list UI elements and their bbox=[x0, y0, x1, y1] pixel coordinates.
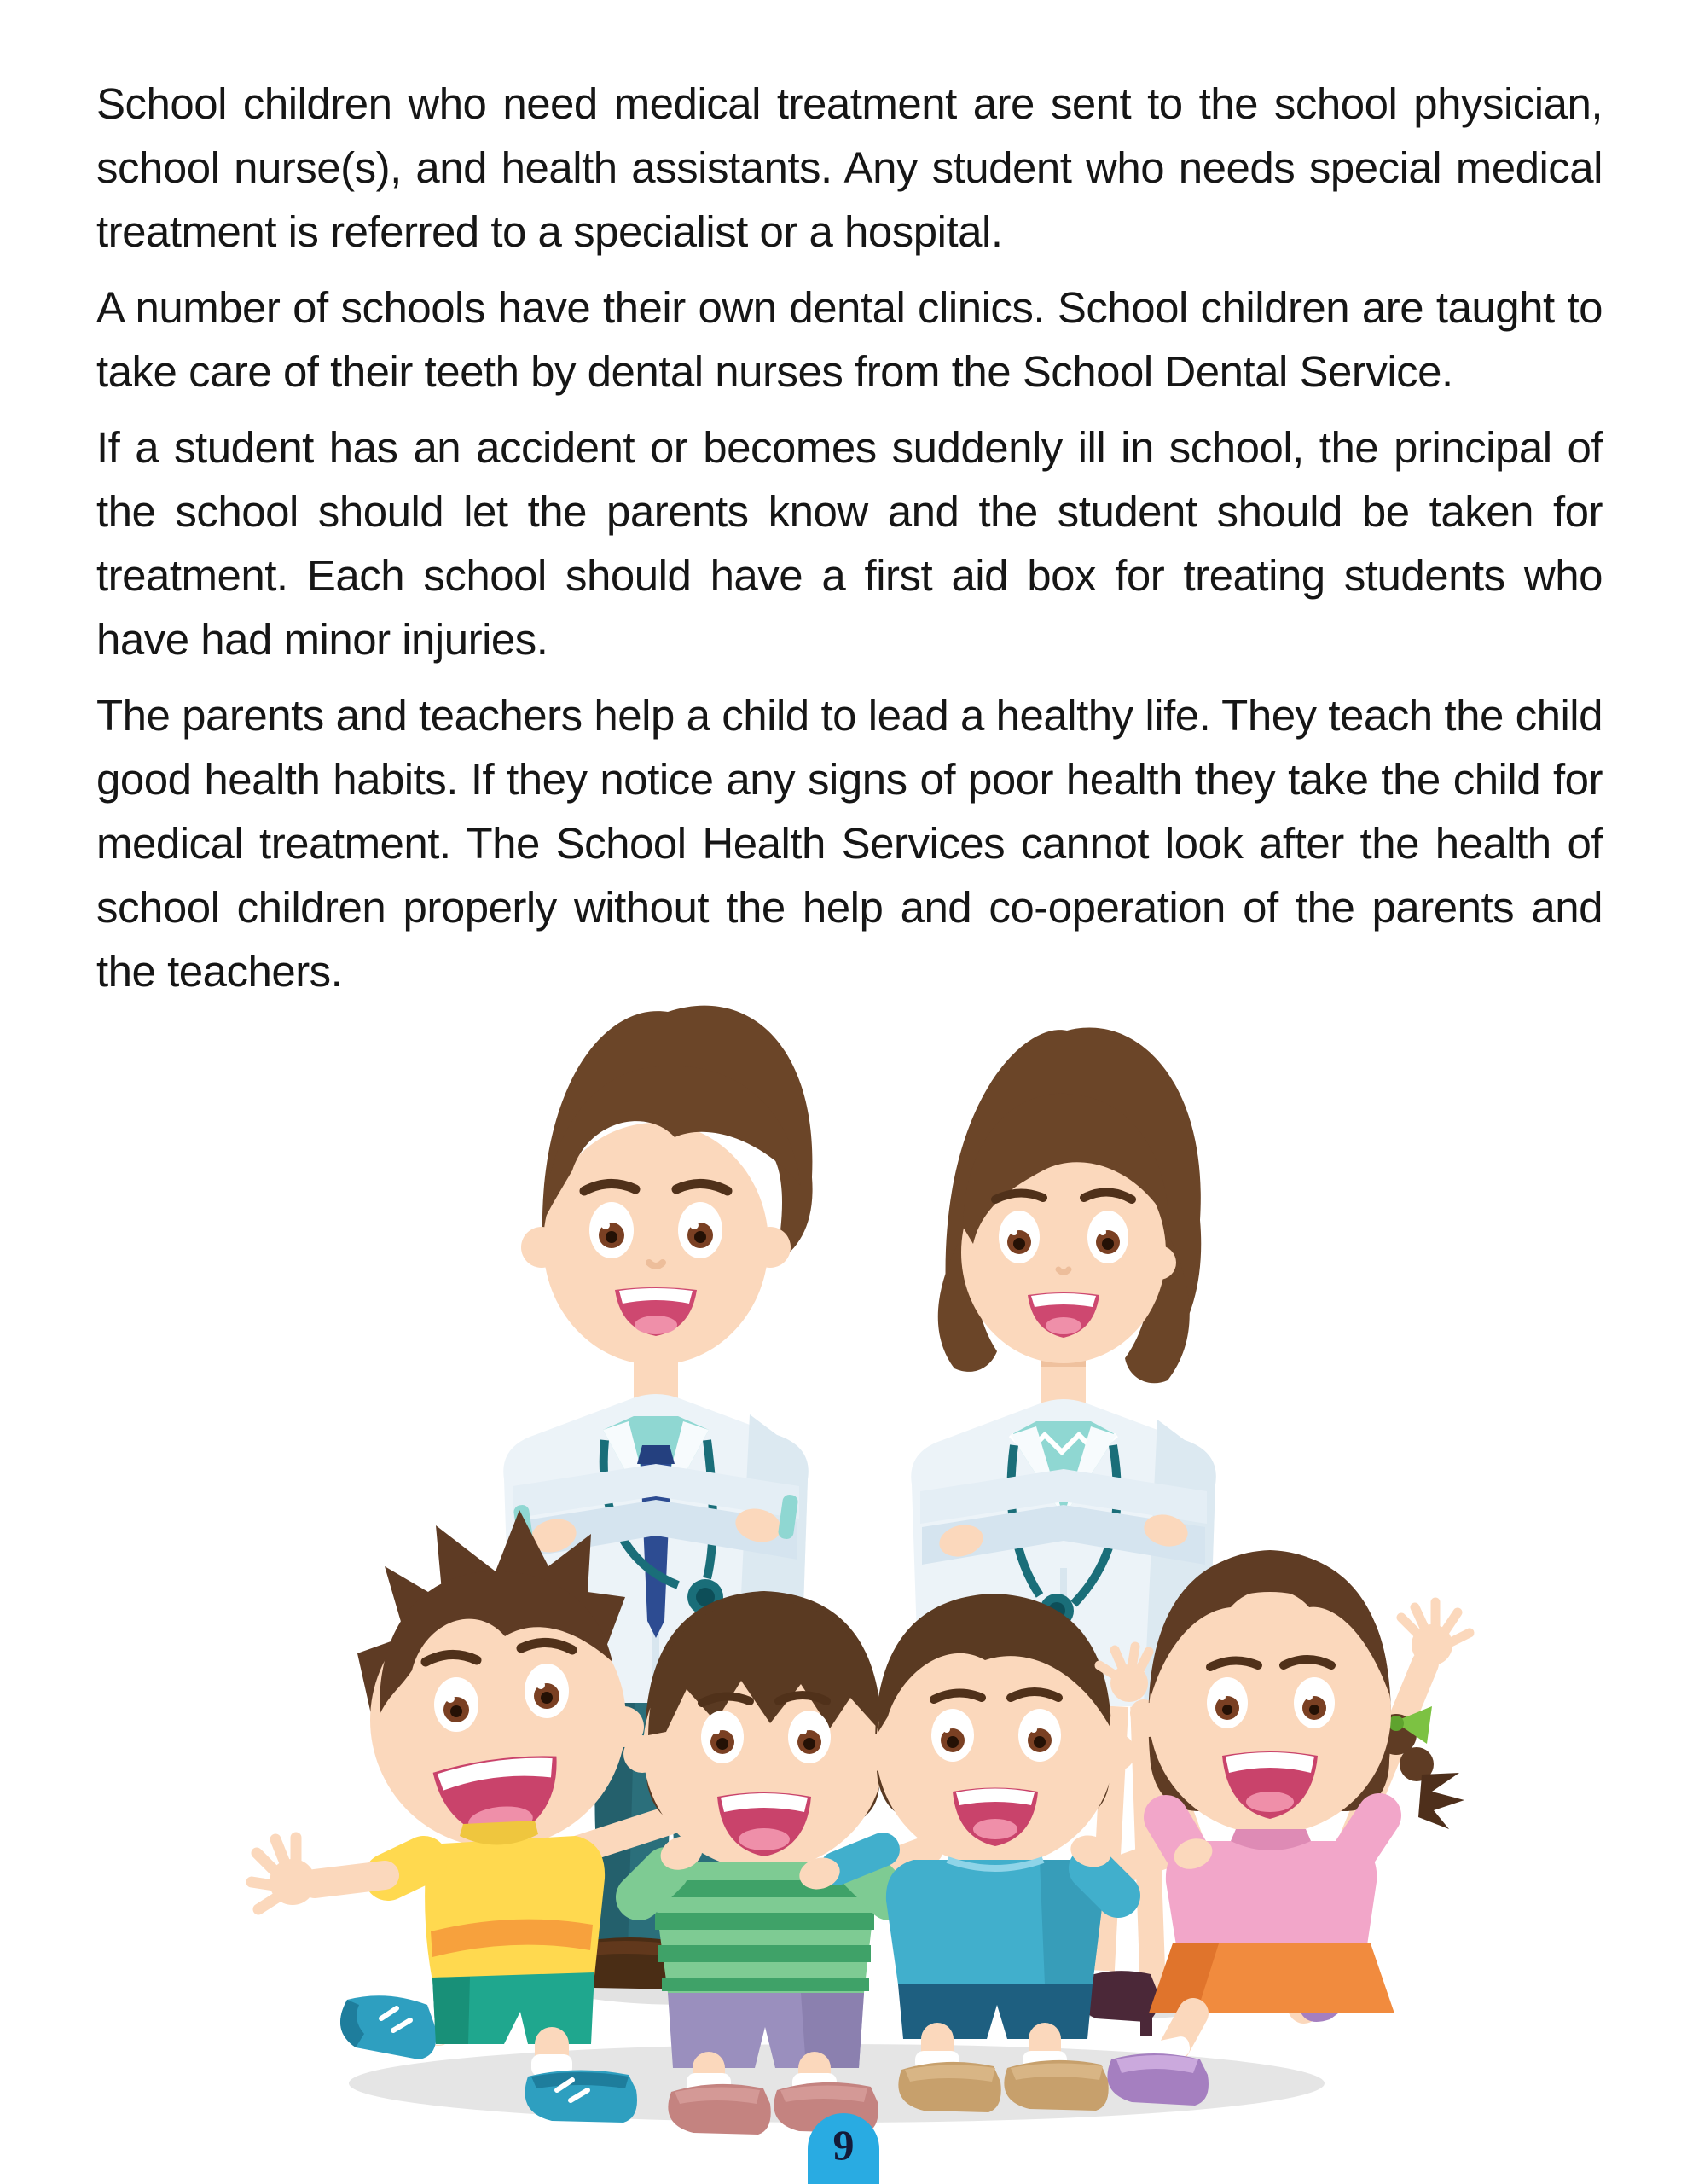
waving-open-hand bbox=[252, 1838, 316, 1909]
illustration-doctors-and-children bbox=[204, 962, 1483, 2140]
body-text bbox=[96, 72, 1603, 1015]
paragraph-dental-clinics: A number of schools have their own dental clinics. School children are taught to take care of their teeth by dental nurses from the School Dental Service. bbox=[96, 283, 1603, 396]
paragraph-medical-treatment: School children who need medical treatment are sent to the school physician, school nurse(s), and health assistants. Any student who needs special medical treatment is referred to a specialist or a hospital. bbox=[96, 79, 1603, 256]
girl-right-hand bbox=[1401, 1602, 1470, 1665]
page-number: 9 bbox=[832, 2121, 855, 2169]
paragraph-parents-teachers: The parents and teachers help a child to lead a healthy life. They teach the child good health habits. If they notice any signs of poor health they take the child for medical treatment. The School Health Services cannot look after the health of school children properly without the help and co-operation of the parents and the teachers. bbox=[96, 691, 1603, 996]
paragraph-accident-first-aid: If a student has an accident or becomes suddenly ill in school, the principal of the school should let the parents know and the student should be taken for treatment. Each school should have a first aid box for treating students who have had minor injuries. bbox=[96, 423, 1603, 664]
page-number-badge bbox=[808, 2113, 879, 2184]
doctors-and-children-drawing bbox=[204, 962, 1483, 2140]
